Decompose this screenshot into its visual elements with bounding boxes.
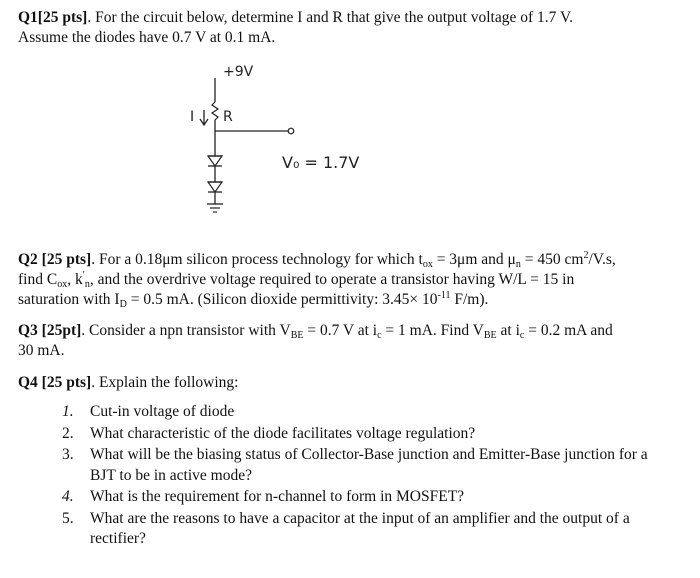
question-1 — [18, 8, 680, 48]
question-1-line-2: Assume the diodes have 0.7 V at 0.1 mA. — [18, 29, 276, 46]
question-4-label: Q4 [25 pts] — [18, 374, 92, 391]
list-item: 3. What will be the biasing status of Collector-Base junction and Emitter-Base junction for a BJT to be in active mode? — [62, 446, 648, 484]
output-terminal — [288, 128, 294, 134]
circuit-diagram — [160, 58, 400, 228]
list-item: 2. What characteristic of the diode facilitates voltage regulation? — [62, 424, 476, 442]
question-4-heading: Q4 [25 pts]. Explain the following: — [18, 374, 239, 391]
question-1-label: Q1[25 pts] — [18, 9, 88, 26]
current-arrow-icon — [200, 110, 208, 125]
list-item: 1. Cut-in voltage of diode — [62, 403, 235, 420]
question-2-line-1: Q2 [25 pts]. For a 0.18μm silicon process technology for which $t_{ox} = 3\mu m$ and $\mu_n = 450$ $cm^2/V.s$, — [18, 250, 616, 270]
list-item: 5. What are the reasons to have a capacitor at the input of an amplifier and the output of a rectifier? — [62, 509, 630, 547]
question-3-line-2: 30 mA. — [18, 342, 65, 359]
question-2-line-2: find $C_{ox}$, $k'_n$, and the overdrive voltage required to operate a transistor having W/L = 15 in — [18, 270, 575, 290]
current-label: I — [190, 109, 195, 125]
question-2-line-3: saturation with $I_D = 0.5$ mA. (Silicon dioxide permittivity: $3.45\times 10^{-11}$ F/m). — [18, 290, 489, 310]
question-4 — [18, 373, 680, 393]
list-item: 4. What is the requirement for n-channel to form in MOSFET? — [62, 488, 465, 505]
resistor-label: R — [223, 109, 233, 125]
question-2 — [18, 250, 680, 310]
question-3-label: Q3 [25pt] — [18, 322, 82, 339]
diode-1-icon — [208, 156, 222, 166]
supply-label: +9V — [223, 64, 254, 80]
question-4-list — [62, 402, 662, 551]
ground-icon — [207, 204, 223, 212]
question-2-label: Q2 [25 pts] — [18, 251, 92, 268]
question-1-line-1: Q1[25 pts]. For the circuit below, determine I and R that give the output voltage of 1.7 V. — [18, 9, 574, 26]
output-voltage-label: V₀ = 1.7V — [282, 153, 360, 172]
resistor-icon — [212, 102, 218, 120]
question-3-line-1: Q3 [25pt]. Consider a npn transistor with $V_{BE} = 0.7$ V at $i_c = 1$ mA. Find $V_{BE}$ at $i_c = 0.2$ mA and — [18, 322, 613, 341]
diode-2-icon — [208, 182, 222, 192]
question-3 — [18, 321, 680, 361]
